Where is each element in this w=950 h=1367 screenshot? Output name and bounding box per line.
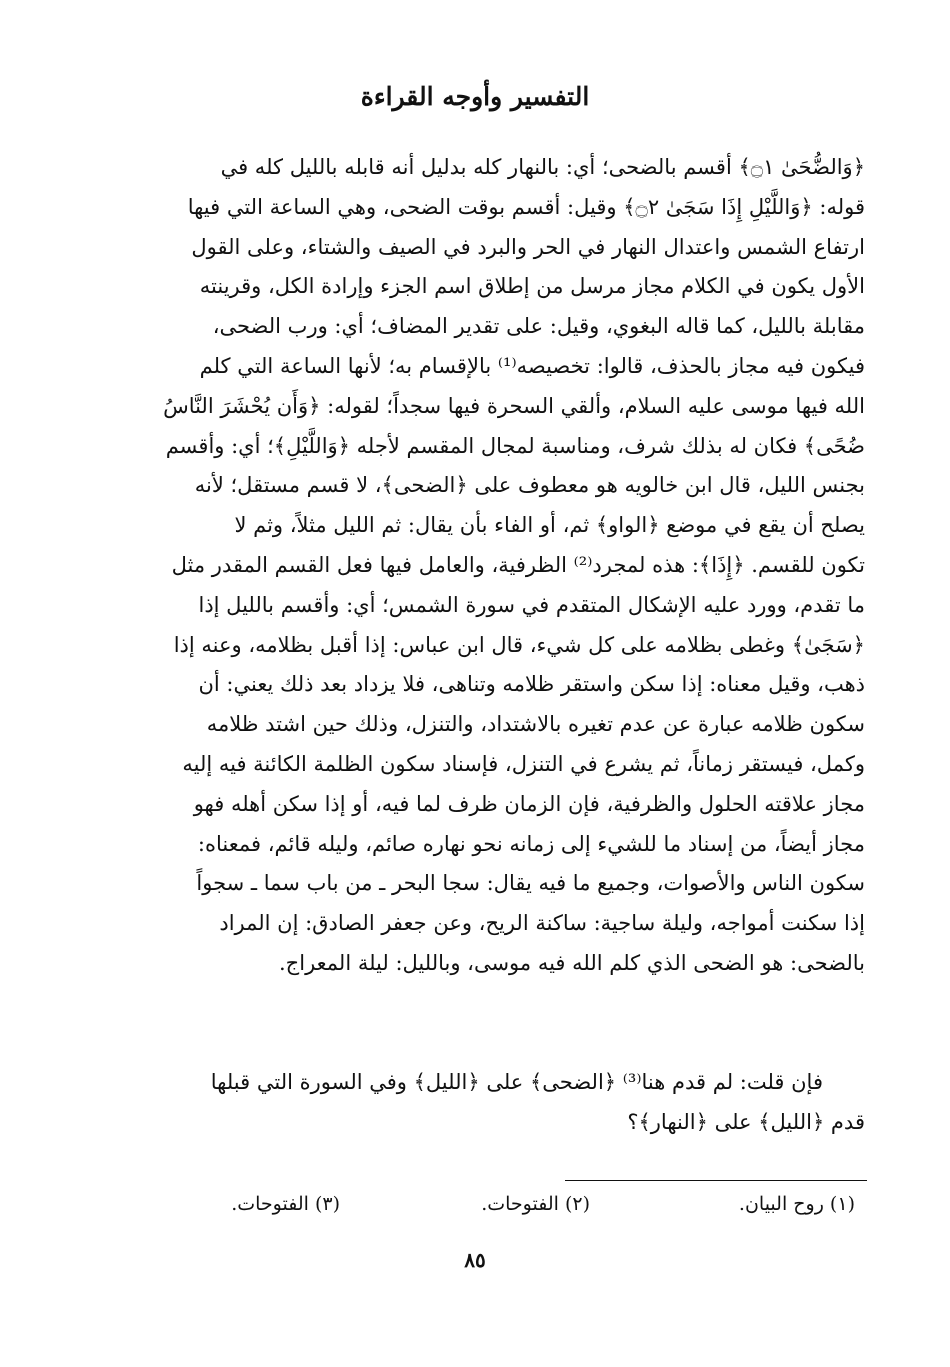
text-line: وكمل، فيستقر زماناً، ثم يشرع في التنزل، فإسناد سكون الظلمة الكائنة فيه إليه: [182, 751, 865, 776]
page-number: ٨٥: [464, 1248, 486, 1272]
text-line: سكون الناس والأصوات، وجميع ما فيه يقال: سجا البحر ـ من باب سما ـ سجواً: [196, 871, 865, 896]
text-line: قدم ﴿الليل﴾ على ﴿النهار﴾؟: [627, 1109, 865, 1134]
text-line: ما تقدم، وورد عليه الإشكال المتقدم في سورة الشمس؛ أي: وأقسم بالليل إذا: [198, 592, 865, 617]
text-line: ﴿وَالضُّحَىٰ ۝١﴾ أقسم بالضحى؛ أي: بالنهار كله بدليل أنه قابله بالليل كله في: [220, 155, 865, 179]
text-line: قوله: ﴿وَاللَّيْلِ إِذَا سَجَىٰ ۝٢﴾ وقيل: أقسم بوقت الضحى، وهي الساعة التي فيها: [187, 194, 865, 219]
text-line: فيكون فيه مجاز بالحذف، قالوا: تخصيصه⁽¹⁾ بالإقسام به؛ لأنها الساعة التي كلم: [199, 353, 865, 378]
footnotes: [90, 1193, 865, 1223]
text-line: يصلح أن يقع في موضع ﴿الواو﴾ ثم، أو الفاء بأن يقال: ثم الليل مثلاً، وثم لا: [234, 513, 865, 538]
footnote-2: (٢) الفتوحات.: [481, 1193, 590, 1215]
text-line: ضُحًى﴾ فكان له بذلك شرف، ومناسبة لمجال المقسم لأجله ﴿وَاللَّيْلِ﴾؛ أي: وأقسم: [165, 433, 865, 458]
text-line: فإن قلت: لم قدم هنا⁽³⁾ ﴿الضحى﴾ على ﴿الليل﴾ وفي السورة التي قبلها: [210, 1070, 823, 1094]
text-line: مجاز أيضاً، من إسناد ما للشيء إلى زمانه نحو نهاره صائم، وليله قائم، فمعناه:: [197, 831, 865, 856]
footnote-divider: [565, 1180, 867, 1181]
text-line: الله فيها موسى عليه السلام، وألقي السحرة فيها سجداً؛ لقوله: ﴿وَأَن يُحْشَرَ النَّاسُ: [163, 393, 865, 418]
text-line: ذهب، وقيل معناه: إذا سكن واستقر ظلامه وتناهى، فلا يزداد بعد ذلك يعني: أن: [198, 672, 865, 697]
footnote-1: (١) روح البيان.: [738, 1193, 855, 1215]
text-line: الأول يكون في الكلام مجاز مرسل من إطلاق اسم الجزء وإرادة الكل، وقرينته: [199, 274, 865, 299]
text-line: سكون ظلامه عبارة عن عدم تغيره بالاشتداد، والتنزل، وذلك حين اشتد ظلامه: [206, 712, 865, 737]
main-paragraph: [90, 148, 865, 984]
text-line: ارتفاع الشمس واعتدال النهار في الحر والبرد في الصيف والشتاء، وعلى القول: [191, 234, 865, 259]
text-line: إذا سكنت أمواجه، وليلة ساجية: ساكنة الريح، وعن جعفر الصادق: إن المراد: [219, 911, 865, 936]
footnote-3: (٣) الفتوحات.: [231, 1193, 340, 1215]
text-line: بجنس الليل، قال ابن خالويه هو معطوف على ﴿الضحى﴾، لا قسم مستقل؛ لأنه: [194, 473, 865, 498]
page-header-title: التفسير وأوجه القراءة: [360, 82, 590, 111]
text-line: مجاز علاقته الحلول والظرفية، فإن الزمان ظرف لما فيه، أو إذا سكن أهله فهو: [193, 791, 865, 816]
text-line: مقابلة بالليل، كما قاله البغوي، وقيل: على تقدير المضاف؛ أي: ورب الضحى،: [212, 314, 865, 339]
text-line: ﴿سَجَىٰ﴾ وغطى بظلامه على كل شيء، قال ابن عباس: إذا أقبل بظلامه، وعنه إذا: [173, 632, 865, 657]
text-line: بالضحى: هو الضحى الذي كلم الله فيه موسى، وبالليل: ليلة المعراج.: [279, 950, 865, 975]
text-line: تكون للقسم. ﴿إِذَا﴾: هذه لمجرد⁽²⁾ الظرفية، والعامل فيها فعل القسم المقدر مثل: [171, 552, 865, 577]
question-paragraph: [90, 1063, 865, 1143]
